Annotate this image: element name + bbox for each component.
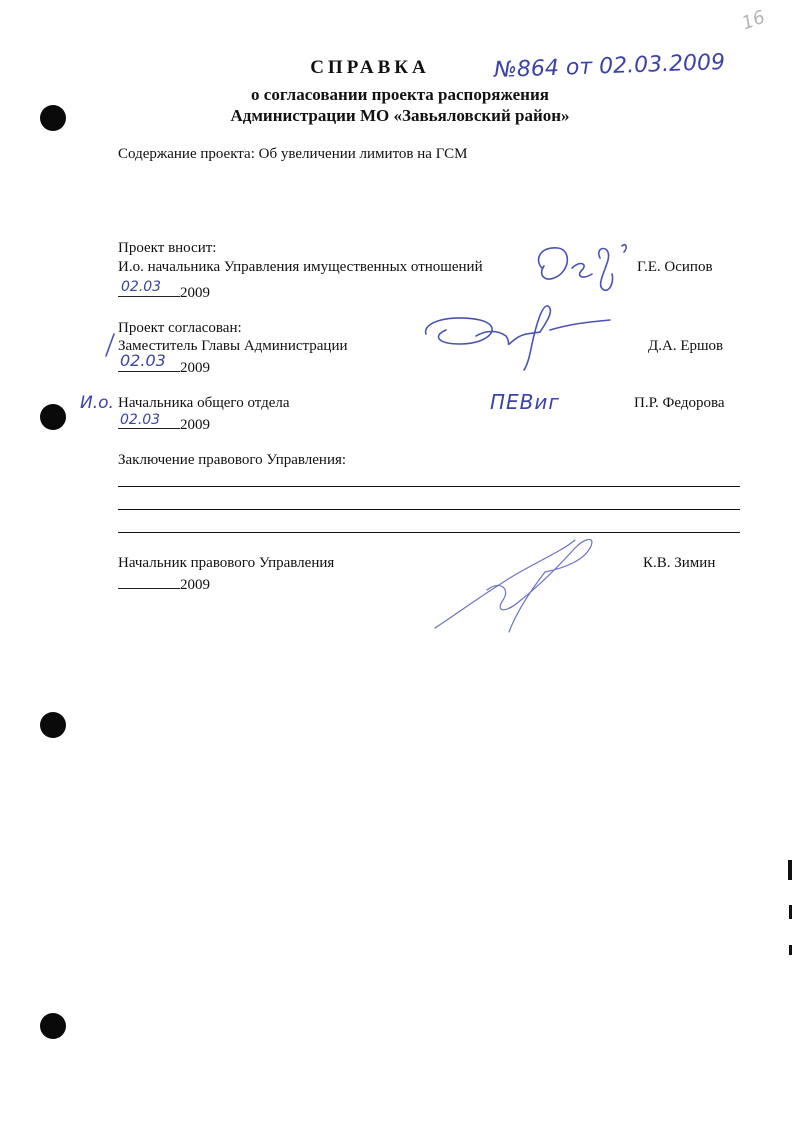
scan-edge-mark [789, 945, 792, 955]
scan-edge-mark [789, 905, 792, 919]
submitter-position: И.о. начальника Управления имущественных отношений [118, 259, 483, 275]
project-content-label: Содержание проекта: [118, 146, 255, 162]
conclusion-line [118, 509, 740, 510]
document-title: СПРАВКА [310, 57, 430, 78]
document-organization: Администрации МО «Завьяловский район» [230, 106, 570, 125]
scan-edge-mark [788, 860, 792, 880]
agreed-signature [420, 300, 620, 380]
general-dept-prefix: И.о. [80, 393, 114, 413]
corner-pencil-mark: 16 [739, 6, 768, 35]
document-subtitle: о согласовании проекта распоряжения [251, 85, 549, 104]
binder-hole [40, 712, 66, 738]
agreed-name: Д.А. Ершов [648, 338, 724, 354]
legal-head-position: Начальник правового Управления [118, 555, 335, 571]
legal-head-date-line [118, 574, 210, 594]
submitter-signature [530, 238, 640, 298]
binder-hole [40, 105, 66, 131]
binder-hole [40, 404, 66, 430]
agreed-handwritten-date: 02.03 [120, 351, 166, 370]
project-content-line [118, 146, 468, 163]
project-content-value: Об увеличении лимитов на ГСМ [258, 146, 468, 162]
submitter-name: Г.Е. Осипов [637, 259, 713, 275]
submitter-heading: Проект вносит: [118, 240, 217, 256]
general-dept-handwritten-date: 02.03 [120, 412, 161, 428]
binder-hole [40, 1013, 66, 1039]
legal-conclusion-label: Заключение правового Управления: [118, 452, 347, 468]
agreed-position: Заместитель Главы Администрации [118, 338, 348, 354]
handwritten-tick-mark [100, 330, 120, 360]
date-blank [118, 574, 180, 589]
general-dept-year: 2009 [180, 417, 210, 433]
legal-head-name: К.В. Зимин [643, 555, 716, 571]
general-dept-signature: ПЕВиг [490, 390, 560, 414]
submitter-year: 2009 [180, 285, 210, 301]
handwritten-reference-number: №864 от 02.03.2009 [493, 49, 726, 84]
agreed-heading: Проект согласован: [118, 320, 242, 336]
general-dept-name: П.Р. Федорова [634, 395, 725, 411]
legal-head-signature [425, 528, 625, 638]
submitter-handwritten-date: 02.03 [121, 279, 162, 295]
legal-head-year: 2009 [180, 577, 210, 593]
conclusion-line [118, 486, 740, 487]
general-dept-position: Начальника общего отдела [118, 395, 290, 411]
agreed-year: 2009 [180, 360, 210, 376]
